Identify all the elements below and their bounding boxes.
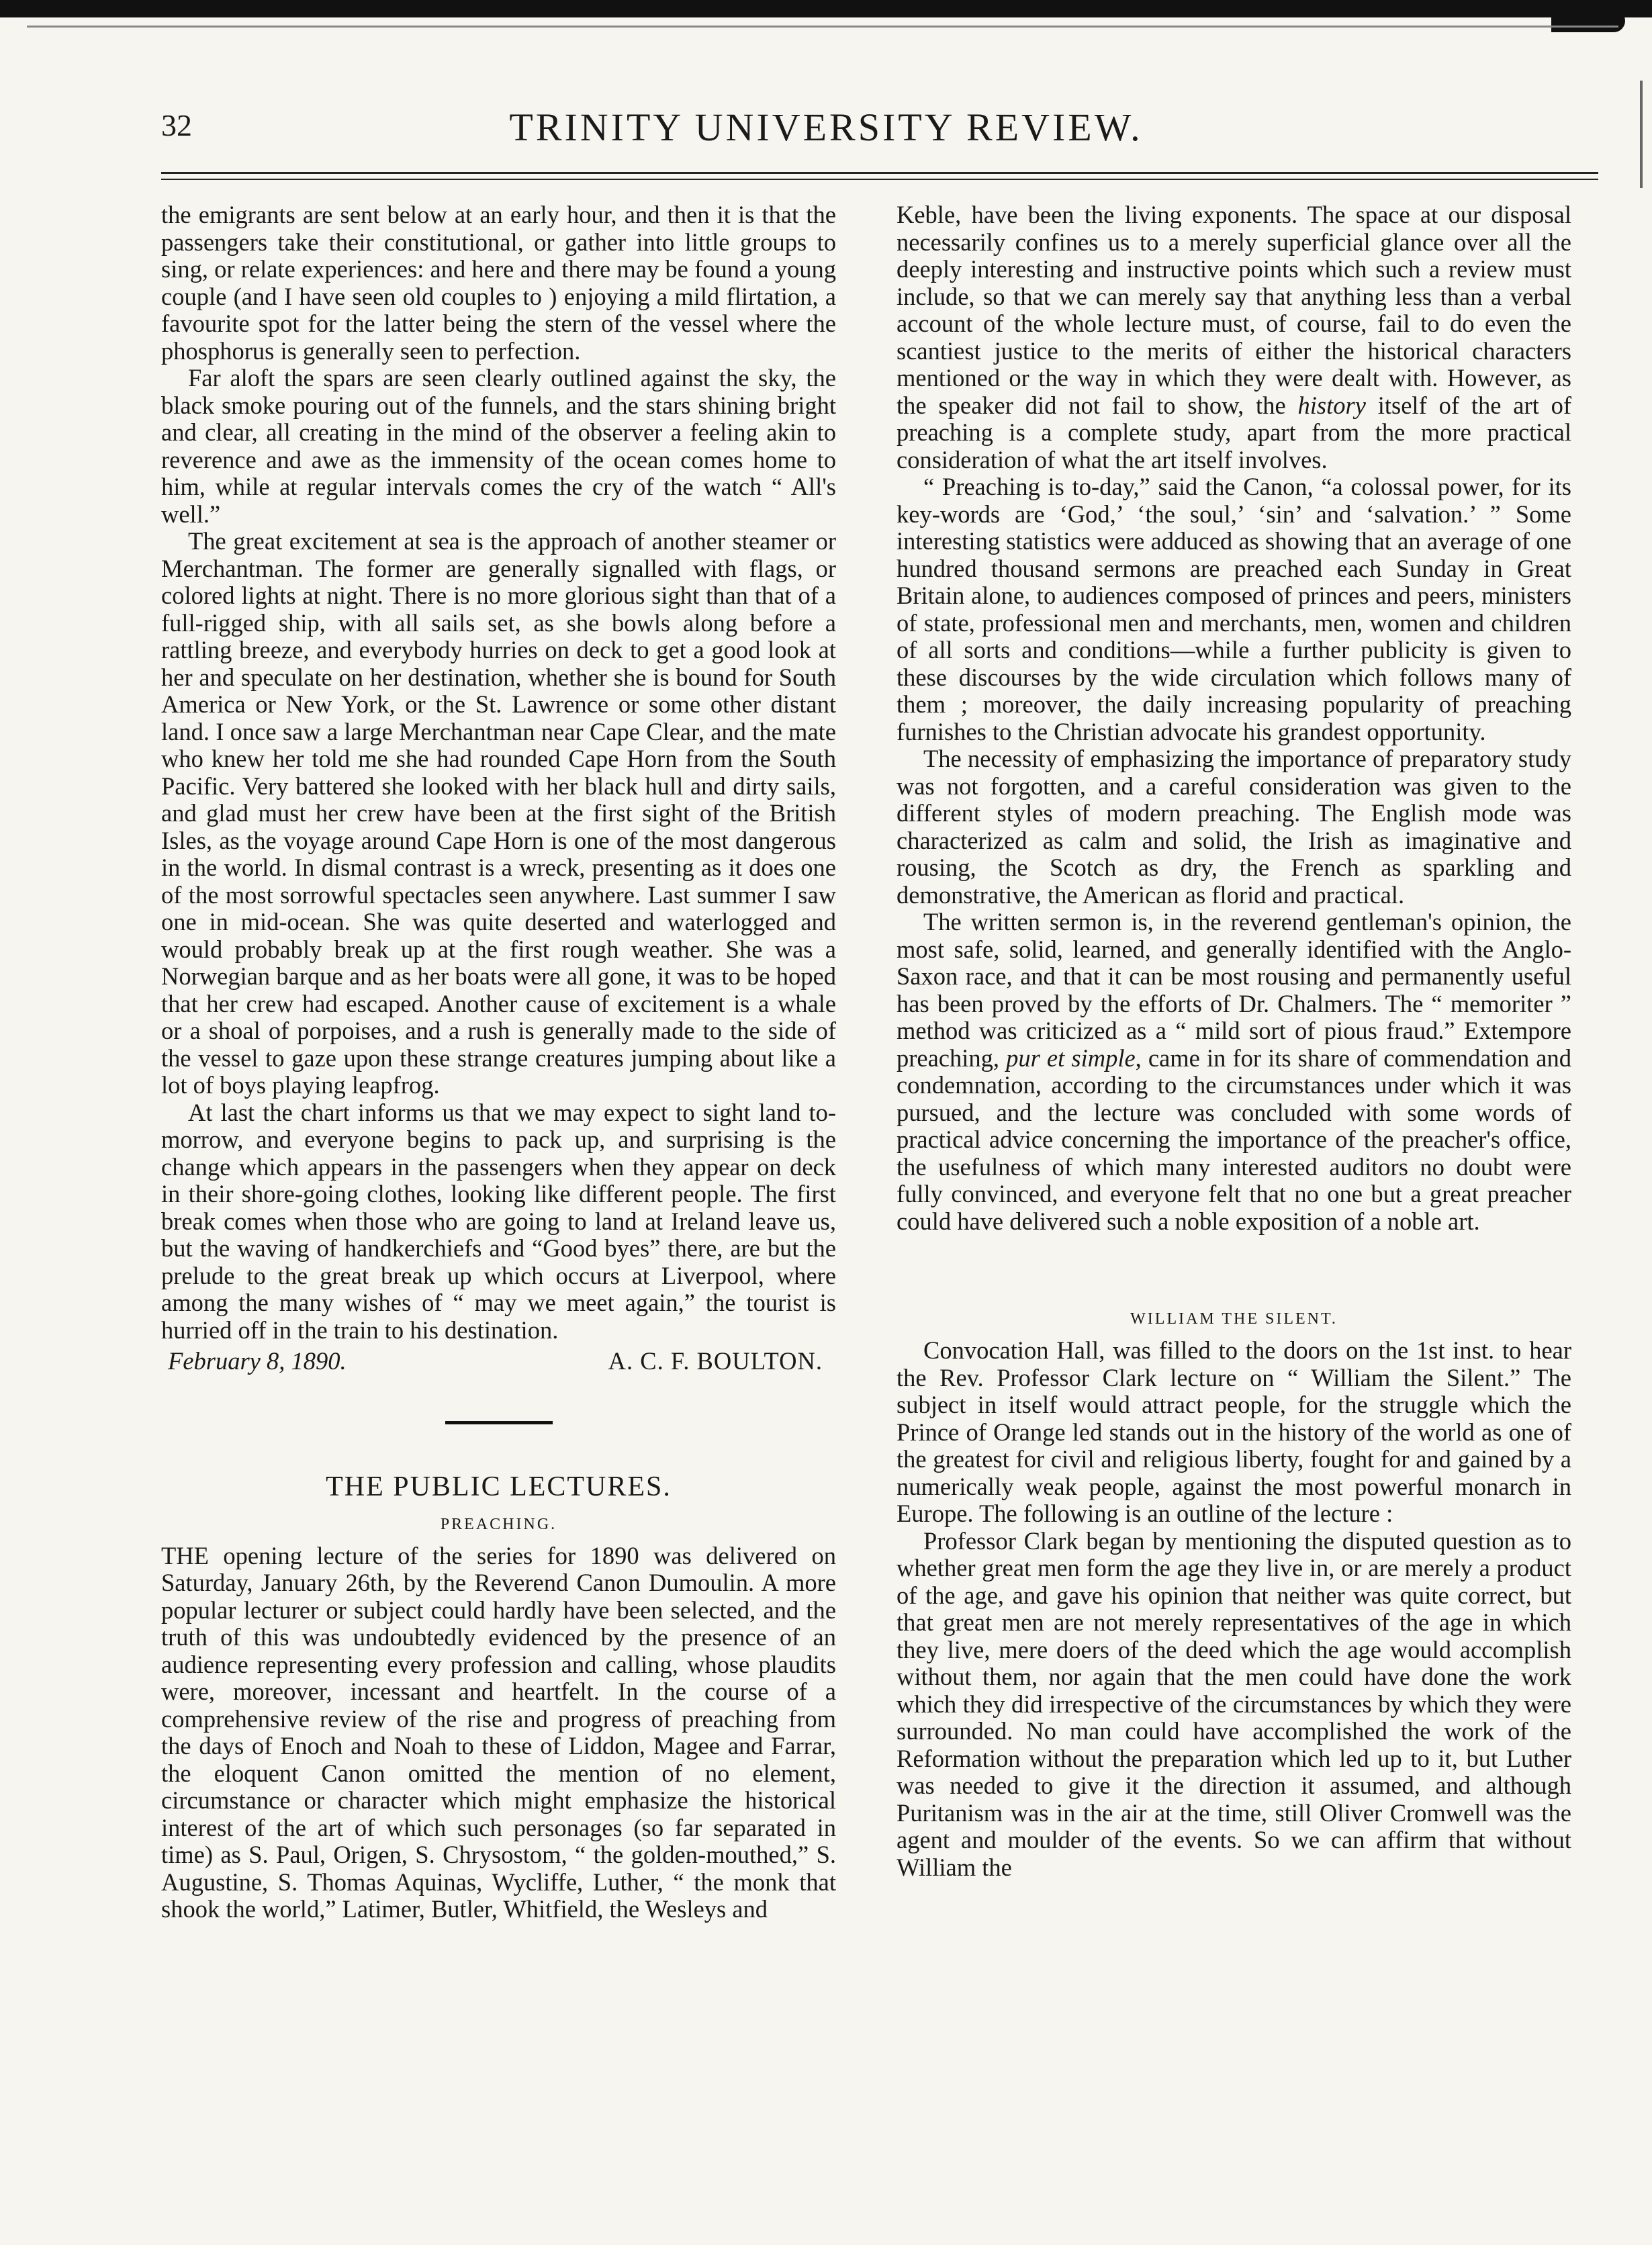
- paragraph-text: Keble, have been the living exponents. The space at our disposal necessarily confines us to a merely superficial glance over all the deeply interesting and instructive points which such a review must include, so that we can merely say that anything less than a verbal account of the whole lecture must, of course, fail to do even the scantiest justice to the merits of either the historical characters mentioned or the way in which they were dealt with. However, as the speaker did not fail to show, the: [897, 201, 1571, 419]
- paragraph: Convocation Hall, was filled to the doors on the 1st inst. to hear the Rev. Professor Clark lecture on “ William the Silent.” The subject in itself would attract people, for the struggle which the Prince of Orange led stands out in the history of the world as one of the greatest for civil and religious liberty, fought for and gained by a numerically weak people, against the most powerful monarch in Europe. The following is an outline of the lecture :: [897, 1336, 1571, 1527]
- paragraph: The necessity of emphasizing the importance of preparatory study was not forgotten, and a careful consideration was given to the different styles of modern preaching. The English mode was characterized as calm and solid, the Irish as imaginative and rousing, the Scotch as dry, the French as sparkling and demonstrative, the American as florid and practical.: [897, 745, 1571, 909]
- paragraph-text: The written sermon is, in the reverend gentleman's opinion, the most safe, solid, learned, and generally identified with the Anglo-Saxon race, and that it can be most rousing and permanently useful has been proved by the efforts of Dr. Chalmers. The “ memoriter ” method was criticized as a “ mild sort of pious fraud.” Extempore preaching,: [897, 908, 1571, 1072]
- emphasis-text: pur et simple: [1006, 1044, 1136, 1072]
- header-rule-double: [161, 179, 1598, 180]
- signature-author: A. C. F. BOULTON.: [608, 1347, 823, 1375]
- lead-word: THE: [161, 1541, 209, 1569]
- header-rule: [161, 172, 1598, 174]
- paragraph-text: opening lecture of the series for 1890 was delivered on Saturday, January 26th, by the Reverend Canon Dumoulin. A more popular lecturer or subject could hardly have been selected, and the truth of this was undoubtedly evidenced by the presence of an audience representing every profession and calling, whose plaudits were, moreover, incessant and heartfelt. In the course of a comprehensive review of the rise and progress of preaching from the days of Enoch and Noah to these of Liddon, Magee and Farrar, the eloquent Canon omitted the mention of no element, circumstance or character which might emphasize the historical interest of the art of which such personages (so far separated in time) as S. Paul, Origen, S. Chrysostom, “ the golden-mouthed,” S. Augustine, S. Thomas Aquinas, Wycliffe, Luther, “ the monk that shook the world,” Latimer, Butler, Whitfield, the Wesleys and: [161, 1541, 836, 1923]
- paragraph: [897, 909, 1571, 1235]
- top-rule: [27, 26, 1618, 28]
- paragraph: Far aloft the spars are seen clearly outlined against the sky, the black smoke pouring out of the funnels, and the stars shining bright and clear, all creating in the mind of the observer a feeling akin to reverence and awe as the immensity of the ocean comes home to him, while at regular intervals comes the cry of the watch “ All's well.”: [161, 364, 836, 528]
- paragraph: The great excitement at sea is the approach of another steamer or Merchantman. The former are generally signalled with flags, or colored lights at night. There is no more glorious sight than that of a full-rigged ship, with all sails set, as she bowls along before a rattling breeze, and everybody hurries on deck to get a good look at her and speculate on her destination, whether she is bound for South America or New York, or the St. Lawrence or some other distant land. I once saw a large Merchantman near Cape Clear, and the mate who knew her told me she had rounded Cape Horn from the South Pacific. Very battered she looked with her black hull and dirty sails, and glad must her crew have been at the first sight of the British Isles, as the voyage around Cape Horn is one of the most dangerous in the world. In dismal contrast is a wreck, presenting as it does one of the most sorrowful spectacles seen anywhere. Last summer I saw one in mid-ocean. She was quite deserted and waterlogged and would probably break up at the first rough weather. She was a Norwegian barque and as her boats were all gone, it was to be hoped that her crew had escaped. Another cause of excitement is a whale or a shoal of porpoises, and a rush is generally made to the side of the vessel to gaze upon these strange creatures jumping about like a lot of boys playing leapfrog.: [161, 527, 836, 1099]
- right-column: [897, 201, 1571, 2209]
- section-subtitle: PREACHING.: [440, 1515, 557, 1533]
- signature-line: [161, 1348, 836, 1375]
- paragraph: Professor Clark began by mentioning the disputed question as to whether great men form the age they live in, or are merely a product of the age, and gave his opinion that neither was quite correct, but that great men are not merely representatives of the age in which they live, mere doers of the deed which the age would accomplish without them, nor again that the men could have done the work which they did irrespective of the circumstances by which they were surrounded. No man could have accomplished the work of the Reformation without the preparation which led up to it, but Luther was needed to give it the direction it assumed, and although Puritanism was in the air at the time, still Oliver Cromwell was the agent and moulder of the events. So we can affirm that without William the: [897, 1526, 1571, 1881]
- signature-date: February 8, 1890.: [168, 1347, 347, 1375]
- subheading: WILLIAM THE SILENT.: [1130, 1310, 1338, 1328]
- running-head: TRINITY UNIVERSITY REVIEW.: [509, 105, 1143, 149]
- section-title: THE PUBLIC LECTURES.: [326, 1471, 672, 1502]
- section-gap: [897, 1235, 1571, 1309]
- paragraph-text: , came in for its share of commendation and condemnation, according to the circumstances under which it was pursued, and the lecture was concluded with some words of practical advice concerning the importance of the preacher's office, the usefulness of which many interested auditors no doubt were fully convinced, and everyone felt that no one but a great preacher could have delivered such a noble exposition of a noble art.: [897, 1044, 1571, 1235]
- paragraph: “ Preaching is to-day,” said the Canon, “a colossal power, for its key-words are ‘God,’ ‘the soul,’ ‘sin’ and ‘salvation.’ ” Some interesting statistics were adduced as showing that an average of one hundred thousand sermons are preached each Sunday in Great Britain alone, to audiences composed of princes and peers, ministers of state, professional men and merchants, men, women and children of all sorts and conditions—while a further publicity is given to these discourses by the wide circulation which follows many of them ; moreover, the daily increasing popularity of preaching furnishes to the Christian advocate his grandest opportunity.: [897, 473, 1571, 745]
- paragraph: the emigrants are sent below at an early hour, and then it is that the passengers take their constitutional, or gather into little groups to sing, or relate experiences: and here and there may be found a young couple (and I have seen old couples to ) enjoying a mild flirtation, a favourite spot for the latter being the stern of the vessel where the phosphorus is generally seen to perfection.: [161, 201, 836, 365]
- page-number: 32: [161, 108, 192, 142]
- paragraph: At last the chart informs us that we may expect to sight land to-morrow, and everyone begins to pack up, and surprising is the change which appears in the passengers when they appear on deck in their shore-going clothes, looking like different people. The first break comes when those who are going to land at Ireland leave us, but the waving of handkerchiefs and “Good byes” there, are but the prelude to the great break up which occurs at Liverpool, where among the many wishes of “ may we meet again,” the tourist is hurried off in the train to his destination.: [161, 1098, 836, 1344]
- section-separator: [445, 1421, 553, 1424]
- emphasis-text: history: [1297, 391, 1366, 419]
- page-top-edge-notch: [1551, 9, 1625, 32]
- paragraph: [161, 1543, 836, 1923]
- page-top-edge: [0, 0, 1652, 17]
- paragraph-text: itself of the art of preaching is a complete study, apart from the more practical consideration of what the art itself involves.: [897, 391, 1571, 473]
- left-column: [161, 201, 836, 2209]
- paragraph: [897, 201, 1571, 473]
